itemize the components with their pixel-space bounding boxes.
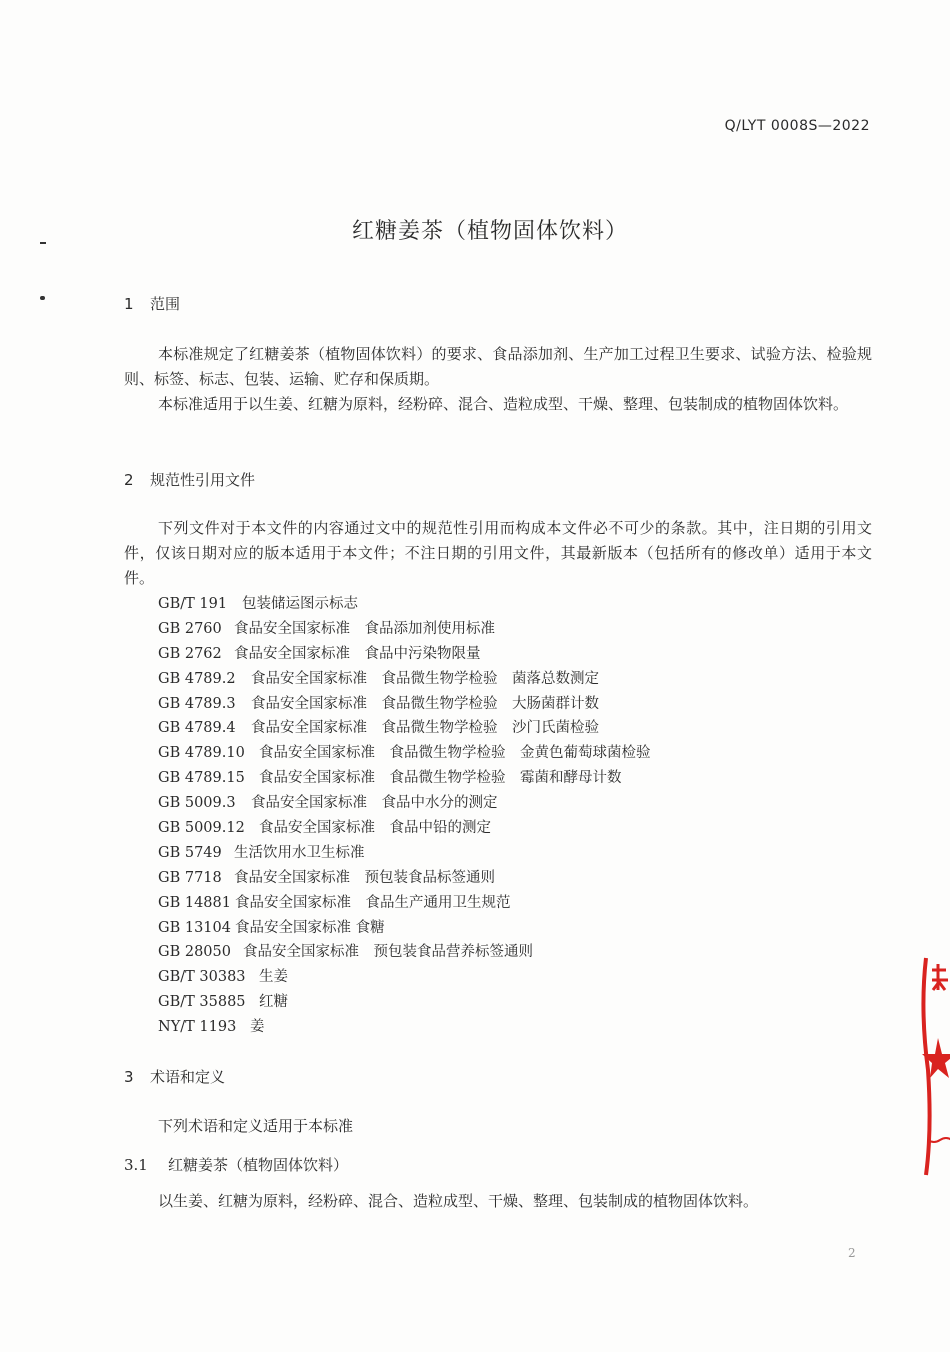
reference-item	[158, 716, 651, 741]
reference-code: GB 28050	[158, 944, 231, 961]
reference-code: GB 4789.4	[158, 720, 236, 737]
section-number: 2	[124, 471, 134, 489]
reference-code: GB 4789.15	[158, 770, 245, 787]
reference-title: 姜	[250, 1019, 265, 1036]
section-2-heading	[124, 469, 255, 491]
reference-title: 包装储运图示标志	[242, 596, 358, 612]
standard-code: Q/LYT 0008S—2022	[724, 118, 870, 134]
reference-code: GB 4789.3	[158, 695, 236, 712]
reference-code: GB 7718	[158, 869, 222, 886]
page-number: 2	[848, 1246, 856, 1260]
reference-title: 食品安全国家标准 食品中铅的测定	[259, 820, 491, 837]
reference-code: NY/T 1193	[158, 1019, 237, 1036]
section-number: 1	[124, 295, 134, 313]
reference-item	[158, 741, 651, 766]
reference-title: 食品安全国家标准 食品生产通用卫生规范	[235, 894, 511, 911]
section-title: 术语和定义	[150, 1068, 226, 1086]
reference-title: 食品安全国家标准 预包装食品标签通则	[234, 869, 495, 886]
reference-item	[158, 592, 651, 617]
reference-item	[158, 667, 651, 692]
reference-item	[158, 841, 651, 866]
margin-mark	[40, 296, 45, 300]
definition-text: 以生姜、红糖为原料，经粉碎、混合、造粒成型、干燥、整理、包装制成的植物固体饮料。	[158, 1192, 759, 1210]
reference-title: 食品安全国家标准 食品中水分的测定	[251, 795, 498, 812]
section-title: 范围	[150, 295, 181, 313]
reference-item	[158, 866, 651, 891]
reference-code: GB 2762	[158, 645, 222, 662]
reference-code: GB 5009.12	[158, 820, 245, 837]
reference-item	[158, 816, 651, 841]
reference-item	[158, 1015, 651, 1040]
reference-item	[158, 692, 651, 717]
subsection-title: 红糖姜茶（植物固体饮料）	[168, 1156, 349, 1174]
reference-title: 食品安全国家标准 食品微生物学检验 沙门氏菌检验	[251, 720, 599, 737]
reference-item	[158, 940, 651, 965]
section-1-heading	[124, 293, 180, 315]
reference-title: 食品安全国家标准 食品微生物学检验 大肠菌群计数	[251, 695, 599, 712]
reference-title: 食品安全国家标准 食品中污染物限量	[234, 645, 481, 662]
reference-item	[158, 617, 651, 642]
reference-title: 生活饮用水卫生标准	[234, 844, 365, 861]
reference-list	[158, 592, 651, 1040]
reference-title: 食品安全国家标准 食品微生物学检验 金黄色葡萄球菌检验	[259, 745, 651, 762]
reference-code: GB/T 30383	[158, 969, 246, 986]
company-seal-icon	[918, 950, 950, 1180]
reference-title: 食品安全国家标准 食品微生物学检验 菌落总数测定	[251, 670, 599, 687]
references-intro: 下列文件对于本文件的内容通过文中的规范性引用而构成本文件必不可少的条款。其中，注日期的引用文件，仅该日期对应的版本适用于本文件；不注日期的引用文件，其最新版本（包括所有的修改单）适用于本文件。	[124, 519, 872, 587]
section-number: 3	[124, 1068, 134, 1086]
document-title: 红糖姜茶（植物固体饮料）	[351, 219, 628, 244]
reference-item	[158, 642, 651, 667]
definitions-intro: 下列术语和定义适用于本标准	[158, 1117, 354, 1135]
reference-item	[158, 791, 651, 816]
reference-title: 生姜	[259, 969, 288, 986]
reference-code: GB 4789.10	[158, 745, 245, 762]
reference-code: GB 5009.3	[158, 795, 236, 812]
reference-code: GB 2760	[158, 620, 222, 637]
reference-code: GB/T 35885	[158, 994, 246, 1011]
reference-code: GB 14881	[158, 894, 231, 911]
section-3-heading	[124, 1066, 225, 1088]
reference-title: 食品安全国家标准 食品微生物学检验 霉菌和酵母计数	[259, 770, 622, 787]
reference-item	[158, 766, 651, 791]
reference-title: 食品安全国家标准 预包装食品营养标签通则	[243, 944, 533, 961]
reference-title: 食品安全国家标准 食糖	[235, 919, 385, 936]
scope-paragraph-2: 本标准适用于以生姜、红糖为原料，经粉碎、混合、造粒成型、干燥、整理、包装制成的植物固体饮料。	[158, 395, 849, 413]
reference-item	[158, 916, 651, 941]
reference-item	[158, 990, 651, 1015]
reference-code: GB 13104	[158, 919, 231, 936]
subsection-number: 3.1	[124, 1156, 148, 1174]
reference-title: 食品安全国家标准 食品添加剂使用标准	[234, 620, 495, 637]
reference-item	[158, 891, 651, 916]
reference-code: GB/T 191	[158, 596, 228, 612]
section-title: 规范性引用文件	[150, 471, 256, 489]
reference-code: GB 4789.2	[158, 670, 236, 687]
reference-code: GB 5749	[158, 844, 222, 861]
scope-paragraph-1: 本标准规定了红糖姜茶（植物固体饮料）的要求、食品添加剂、生产加工过程卫生要求、试验方法、检验规则、标签、标志、包装、运输、贮存和保质期。	[124, 345, 872, 388]
reference-title: 红糖	[259, 994, 288, 1011]
subsection-3-1-heading	[124, 1154, 348, 1176]
reference-item	[158, 965, 651, 990]
